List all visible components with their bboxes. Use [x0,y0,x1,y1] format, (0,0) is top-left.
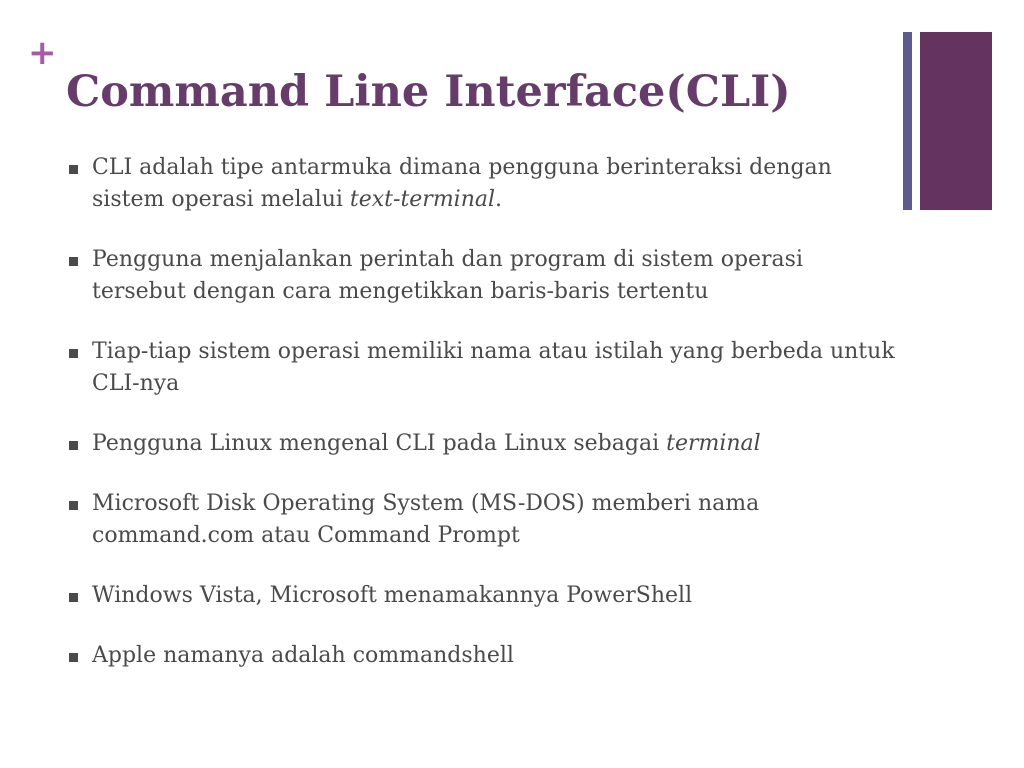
bullet-text-italic: terminal [666,431,761,456]
bullet-item [66,640,896,672]
square-bullet-icon [69,349,78,358]
bullet-text-plain: Pengguna menjalankan perintah dan program di sistem operasi tersebut dengan cara mengetikkan baris-baris tertentu [92,247,804,304]
bullet-text [92,431,761,456]
square-bullet-icon [69,501,78,510]
square-bullet-icon [69,653,78,662]
bullet-text-suffix: . [495,187,503,212]
bullet-text-plain: Pengguna Linux mengenal CLI pada Linux sebagai [92,431,667,456]
bullet-text-plain: CLI adalah tipe antarmuka dimana pengguna berinteraksi dengan sistem operasi melalui [92,155,832,212]
square-bullet-icon [69,441,78,450]
bullet-text-plain: Apple namanya adalah commandshell [92,643,514,668]
bullet-item [66,580,896,612]
bullet-text [92,583,692,608]
bullet-text-plain: Microsoft Disk Operating System (MS-DOS) memberi nama command.com atau Command Prompt [92,491,760,548]
bullet-text-italic: text-terminal [349,187,496,212]
bullet-text [92,643,514,668]
bullet-text-plain: Windows Vista, Microsoft menamakannya PowerShell [92,583,693,608]
bullet-text [92,339,895,396]
bullet-item [66,336,896,400]
bullet-item [66,152,896,216]
plus-icon: + [28,33,57,73]
square-bullet-icon [69,593,78,602]
bullet-item [66,488,896,552]
square-bullet-icon [69,257,78,266]
bullet-item [66,244,896,308]
bullet-list [66,152,896,700]
square-bullet-icon [69,165,78,174]
slide-title: Command Line Interface(CLI) [66,67,791,117]
decorative-thin-bar [903,32,912,210]
decorative-thick-bar [920,32,992,210]
bullet-text [92,247,803,304]
bullet-item [66,428,896,460]
bullet-text [92,155,832,212]
bullet-text-plain: Tiap-tiap sistem operasi memiliki nama atau istilah yang berbeda untuk CLI-nya [92,339,895,396]
bullet-text [92,491,759,548]
